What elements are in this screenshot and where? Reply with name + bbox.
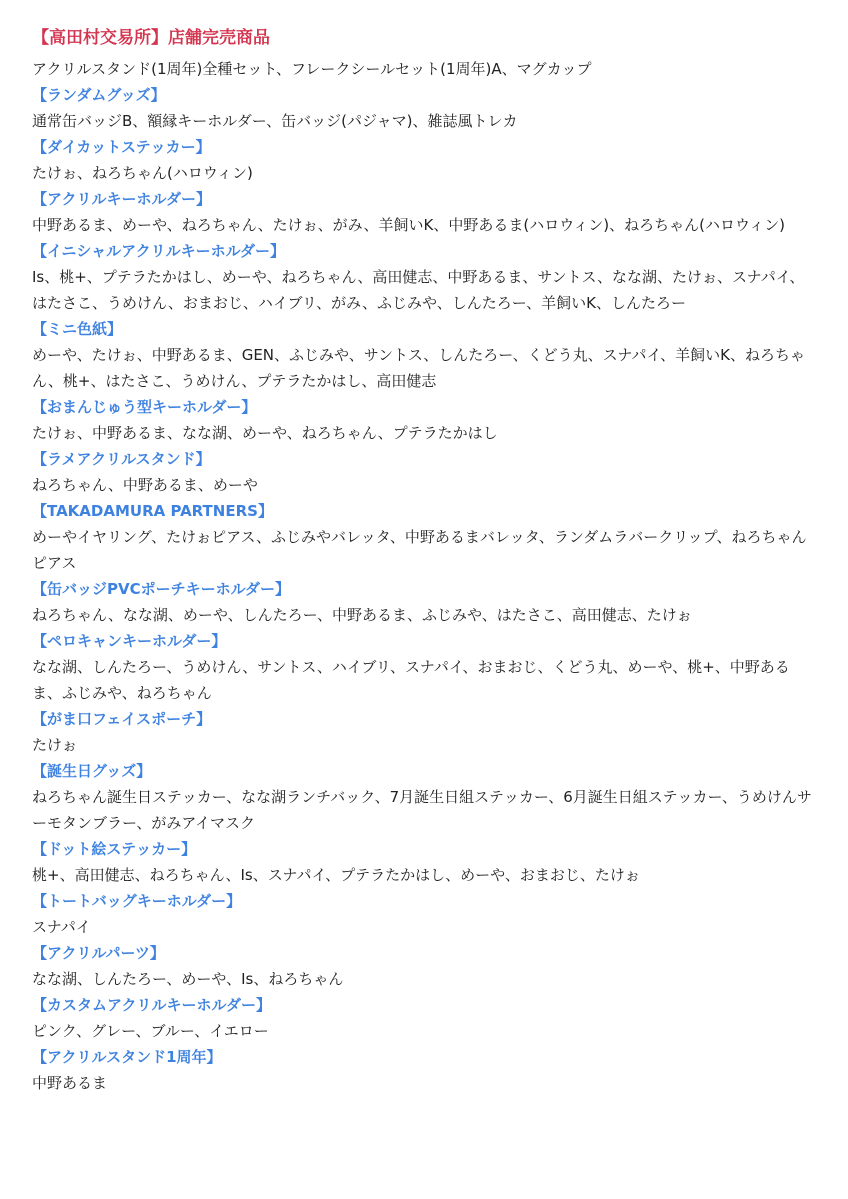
section-heading: 【アクリルキーホルダー】: [32, 190, 211, 208]
section-block: [32, 394, 816, 446]
section-items: めーやイヤリング、たけぉピアス、ふじみやバレッタ、中野あるまバレッタ、ランダムラバークリップ、ねろちゃんピアス: [32, 528, 807, 572]
section-items: ねろちゃん誕生日ステッカー、なな湖ランチバック、7月誕生日組ステッカー、6月誕生日組ステッカー、うめけんサーモタンブラー、がみアイマスク: [32, 788, 812, 832]
section-items: ピンク、グレー、ブルー、イエロー: [32, 1022, 269, 1040]
section-heading: 【誕生日グッズ】: [32, 762, 152, 780]
section-items: たけぉ、ねろちゃん(ハロウィン): [32, 164, 253, 182]
section-block: [32, 186, 816, 238]
section-items: めーや、たけぉ、中野あるま、GEN、ふじみや、サントス、しんたろー、くどう丸、スナパイ、羊飼いK、ねろちゃん、桃+、はたさこ、うめけん、プテラたかはし、高田健志: [32, 346, 805, 390]
section-items: 中野あるま、めーや、ねろちゃん、たけぉ、がみ、羊飼いK、中野あるま(ハロウィン)、ねろちゃん(ハロウィン): [32, 216, 785, 234]
section-heading: 【缶バッジPVCポーチキーホルダー】: [32, 580, 291, 598]
section-block: [32, 888, 816, 940]
section-items: スナパイ: [32, 918, 91, 936]
section-items: たけぉ: [32, 736, 78, 754]
section-list: [32, 82, 816, 1096]
section-block: [32, 498, 816, 576]
section-heading: 【TAKADAMURA PARTNERS】: [32, 502, 273, 520]
section-items: ねろちゃん、中野あるま、めーや: [32, 476, 258, 494]
section-block: [32, 758, 816, 836]
page-title: 【高田村交易所】店舗完売商品: [32, 28, 270, 48]
section-heading: 【がま口フェイスポーチ】: [32, 710, 212, 728]
section-heading: 【ラメアクリルスタンド】: [32, 450, 211, 468]
section-heading: 【ダイカットステッカー】: [32, 138, 211, 156]
section-heading: 【ミニ色紙】: [32, 320, 123, 338]
section-items: ねろちゃん、なな湖、めーや、しんたろー、中野あるま、ふじみや、はたさこ、高田健志、たけぉ: [32, 606, 692, 624]
section-block: [32, 706, 816, 758]
section-heading: 【おまんじゅう型キーホルダー】: [32, 398, 257, 416]
section-block: [32, 238, 816, 316]
section-items: なな湖、しんたろー、めーや、Is、ねろちゃん: [32, 970, 344, 988]
section-items: なな湖、しんたろー、うめけん、サントス、ハイブリ、スナパイ、おまおじ、くどう丸、めーや、桃+、中野あるま、ふじみや、ねろちゃん: [32, 658, 790, 702]
section-block: [32, 446, 816, 498]
section-heading: 【カスタムアクリルキーホルダー】: [32, 996, 271, 1014]
section-heading: 【ペロキャンキーホルダー】: [32, 632, 227, 650]
section-block: [32, 940, 816, 992]
section-block: [32, 82, 816, 134]
section-heading: 【アクリルスタンド1周年】: [32, 1048, 222, 1066]
section-block: [32, 316, 816, 394]
section-heading: 【アクリルパーツ】: [32, 944, 165, 962]
section-block: [32, 1044, 816, 1096]
section-items: たけぉ、中野あるま、なな湖、めーや、ねろちゃん、プテラたかはし: [32, 424, 498, 442]
section-block: [32, 628, 816, 706]
section-heading: 【イニシャルアクリルキーホルダー】: [32, 242, 286, 260]
section-items: Is、桃+、プテラたかはし、めーや、ねろちゃん、高田健志、中野あるま、サントス、なな湖、たけぉ、スナパイ、はたさこ、うめけん、おまおじ、ハイブリ、がみ、ふじみや、しんたろー、羊飼いK、しんたろー: [32, 268, 805, 312]
section-items: 中野あるま: [32, 1074, 108, 1092]
section-heading: 【ドット絵ステッカー】: [32, 840, 197, 858]
section-block: [32, 992, 816, 1044]
section-block: [32, 134, 816, 186]
section-heading: 【ランダムグッズ】: [32, 86, 166, 104]
section-block: [32, 836, 816, 888]
section-items: 桃+、高田健志、ねろちゃん、Is、スナパイ、プテラたかはし、めーや、おまおじ、たけぉ: [32, 866, 640, 884]
section-heading: 【トートバッグキーホルダー】: [32, 892, 242, 910]
section-block: [32, 576, 816, 628]
title-items: アクリルスタンド(1周年)全種セット、フレークシールセット(1周年)A、マグカップ: [32, 60, 592, 78]
section-items: 通常缶バッジB、額縁キーホルダー、缶バッジ(パジャマ)、雑誌風トレカ: [32, 112, 518, 130]
